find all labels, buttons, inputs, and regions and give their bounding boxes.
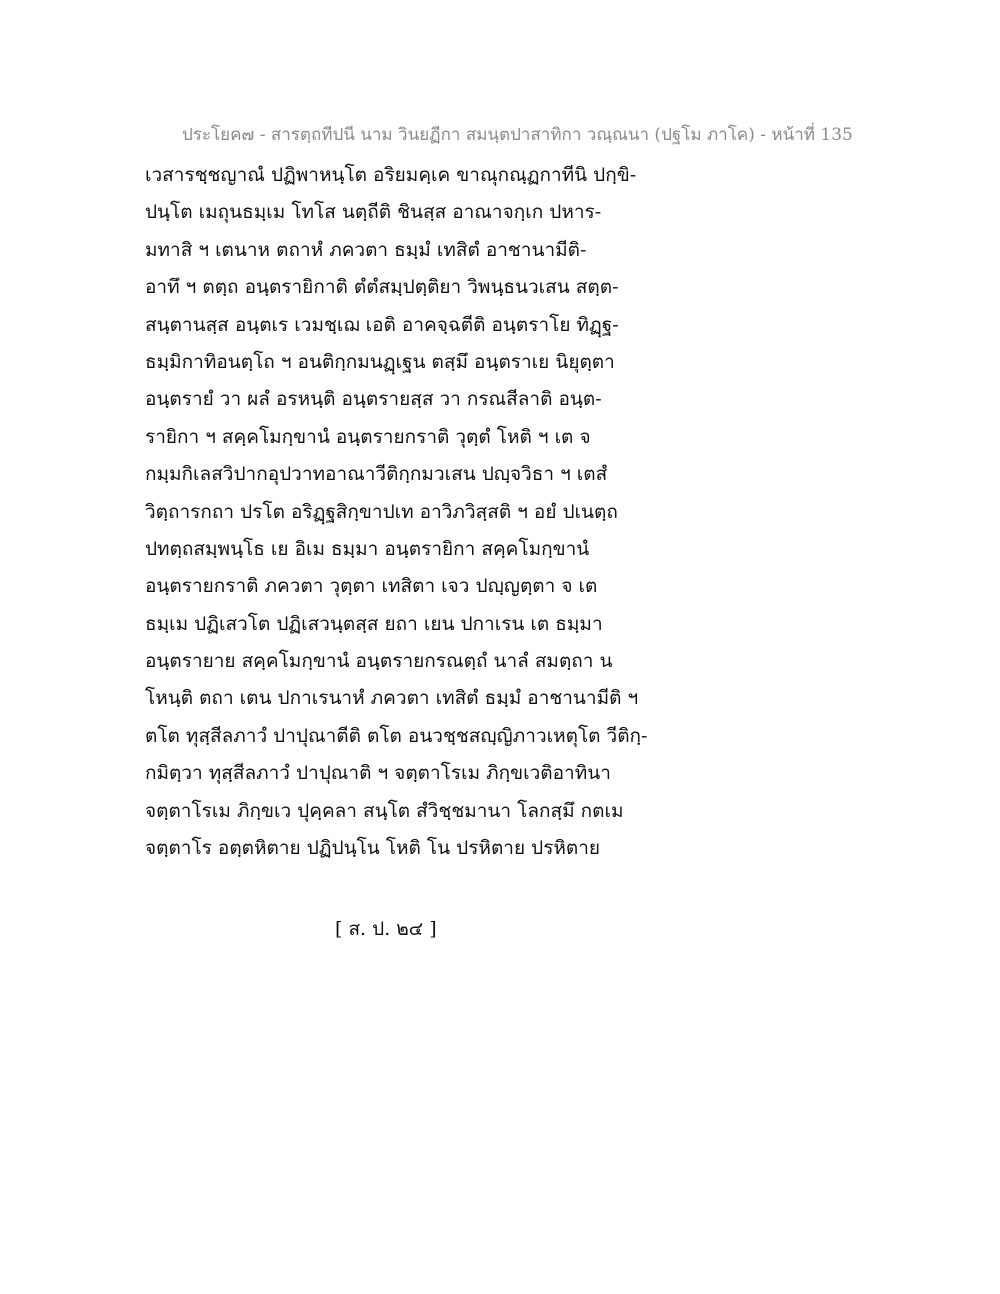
running-header: ประโยค๗ - สารตฺถทีปนี นาม วินยฏีกา สมนฺตปาสาทิกา วณฺณนา (ปฐโม ภาโค) - หน้าที่ 135: [182, 125, 853, 145]
body-text: [145, 157, 685, 867]
text-line: ธมฺมิกาทิอนตฺโถ ฯ อนติกฺกมนฏฺเฐน ตสฺมึ อนฺตราเย นิยุตฺตา: [145, 350, 615, 373]
text-line: จตฺตาโร อตฺตหิตาย ปฏิปนฺโน โหติ โน ปรหิตาย ปรหิตาย: [145, 837, 601, 860]
text-line: วิตฺถารกถา ปรโต อริฏฺฐสิกฺขาปเท อาวิภวิสฺสติ ฯ อยํ ปเนตฺถ: [145, 500, 618, 523]
text-line: สนฺตานสฺส อนฺตเร เวมชฺเฌ เอติ อาคจฺฉตีติ อนฺตราโย ทิฏฺฐ-: [145, 313, 619, 336]
text-line: อนฺตรายกราติ ภควตา วุตฺตา เทสิตา เจว ปญฺญตฺตา จ เต: [145, 575, 598, 598]
text-line: อาทึ ฯ ตตฺถ อนฺตรายิกาติ ตํตํสมฺปตฺติยา วิพนฺธนวเสน สตฺต-: [145, 276, 619, 299]
text-line: ปทตฺถสมฺพนฺโธ เย อิเม ธมฺมา อนฺตรายิกา สคฺคโมกฺขานํ: [145, 537, 590, 560]
text-line: อนฺตรายาย สคฺคโมกฺขานํ อนฺตรายกรณตฺถํ นาลํ สมตฺถา น: [145, 650, 613, 673]
text-line: กมฺมกิเลสวิปากอุปวาทอาณาวีติกฺกมวเสน ปญฺจวิธา ฯ เตสํ: [145, 463, 608, 486]
text-line: จตฺตาโรเม ภิกฺขเว ปุคฺคลา สนฺโต สํวิชฺชมานา โลกสฺมึ กตเม: [145, 799, 624, 822]
text-line: มทาสิ ฯ เตนาห ตถาหํ ภควตา ธมฺมํ เทสิตํ อาชานามีติ-: [145, 238, 587, 261]
page-reference: [ ส. ป. ๒๔ ]: [335, 918, 437, 940]
text-line: กมิตฺวา ทุสฺสีลภาวํ ปาปุณาติ ฯ จตฺตาโรเม ภิกฺขเวติอาทินา: [145, 762, 611, 785]
text-line: ปนฺโต เมถุนธมฺเม โทโส นตฺถีติ ชินสฺส อาณาจกฺเก ปหาร-: [145, 201, 602, 224]
text-line: อนฺตรายํ วา ผลํ อรหนฺติ อนฺตรายสฺส วา กรณสีลาติ อนฺต-: [145, 388, 602, 411]
text-line: ตโต ทุสฺสีลภาวํ ปาปุณาตีติ ตโต อนวชฺชสญฺญิภาวเหตุโต วีติกฺ-: [145, 724, 648, 747]
text-line: โหนฺติ ตถา เตน ปกาเรนาหํ ภควตา เทสิตํ ธมฺมํ อาชานามีติ ฯ: [145, 687, 639, 710]
text-line: ธมฺเม ปฏิเสวโต ปฏิเสวนฺตสฺส ยถา เยน ปกาเรน เต ธมฺมา: [145, 612, 603, 635]
text-line: รายิกา ฯ สคฺคโมกฺขานํ อนฺตรายกราติ วุตฺตํ โหติ ฯ เต จ: [145, 425, 591, 448]
text-line: เวสารชฺชญาณํ ปฏิพาหนฺโต อริยมคฺเค ขาณุกณฺฏกาทีนิ ปกฺขิ-: [145, 164, 637, 186]
